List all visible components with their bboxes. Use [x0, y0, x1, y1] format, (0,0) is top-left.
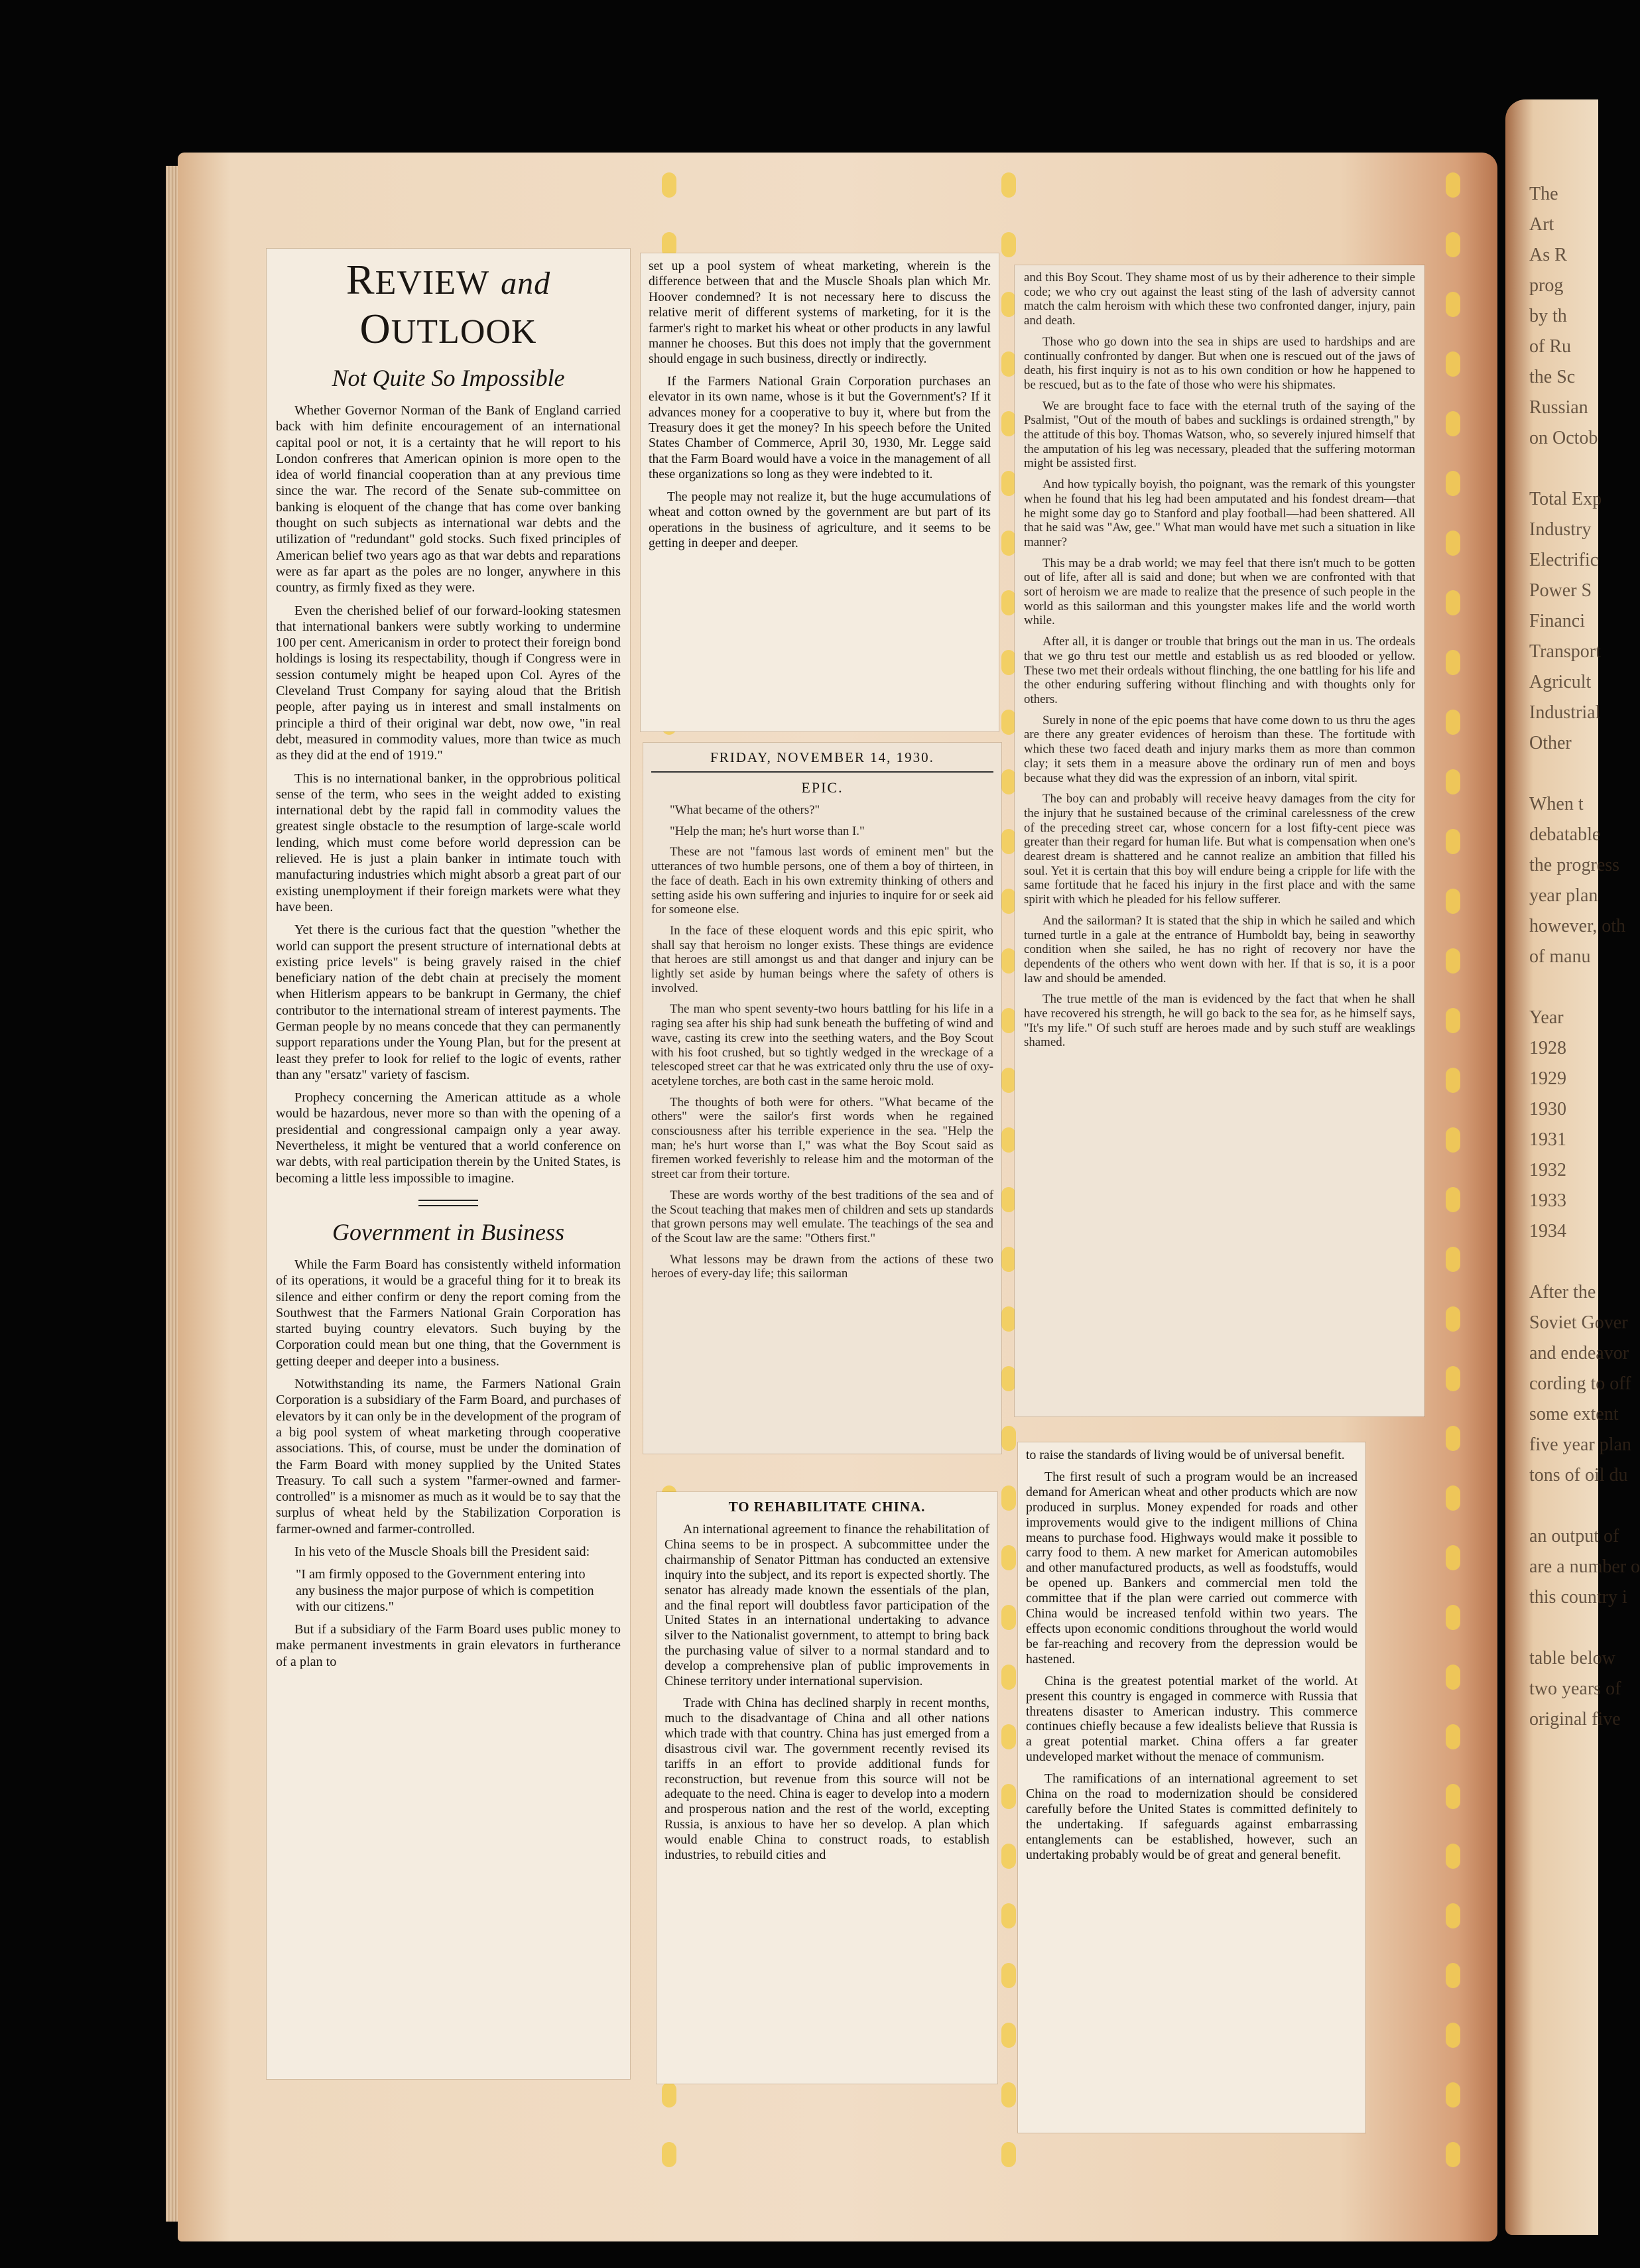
- binding-hole: [662, 2082, 676, 2108]
- binding-hole: [1001, 1127, 1016, 1153]
- binding-hole: [1446, 889, 1460, 914]
- binding-hole: [1446, 1008, 1460, 1033]
- binding-hole: [1001, 889, 1016, 914]
- binding-hole: [1001, 2023, 1016, 2048]
- binding-hole: [1001, 411, 1016, 436]
- binding-hole: [1001, 1665, 1016, 1690]
- binding-hole: [1446, 232, 1460, 257]
- binding-hole: [1001, 710, 1016, 735]
- binding-hole: [1446, 1665, 1460, 1690]
- paragraph: Even the cherished belief of our forward-looking statesmen that international bankers were subtly working to undermine 100 per cent. Americanism in order to protect their foreign bond holdings is losing its respectability, though if Congress were in session contumely might be heaped upon Col. Ayres of the Cleveland Trust Company for saying aloud that the British people, after paying us in interest and small instalments on principle a third of their original war debt, now owe, "in real debt, measured in commodity values, more than twice as much as they did at the end of 1919.": [276, 603, 621, 763]
- binding-hole: [1446, 1724, 1460, 1749]
- paragraph: If the Farmers National Grain Corporation purchases an elevator in its own name, whose is it but the Government's? If it advances money for a cooperative to buy it, where but from the Treasury does it get the money? In his speech before the United States Chamber of Commerce, April 30, 1930, Mr. Legge said that the Farm Board would have a voice in the management of all these organizations so long as they were indebted to it.: [649, 374, 991, 482]
- paragraph: and this Boy Scout. They shame most of us by their adherence to their simple code; we who cry out against the least sting of the lash of adversity cannot match the calm heroism with which these two confronted danger, injury, pain and death.: [1024, 271, 1415, 328]
- binding-hole: [1446, 531, 1460, 556]
- binding-hole: [1001, 1247, 1016, 1272]
- dateline: FRIDAY, NOVEMBER 14, 1930.: [710, 749, 934, 765]
- paragraph: This is no international banker, in the opprobrious political sense of the term, who sees in the weight added to existing international debt by the rapid fall in commodity values the greatest single obstacle to the resumption of large-scale world lending, which must come before world depression can be relieved. He is just a plain banker in intimate touch with manufacturing industries which might absorb a great part of our existing unemployment if their foreign markets were what they have been.: [276, 771, 621, 914]
- paragraph: Notwithstanding its name, the Farmers National Grain Corporation is a subsidiary of the Farm Board, and purchases of elevators by it can only be in the development of the program of a big pool system of wheat marketing through cooperative associations. This, of course, must be under the domination of the Farm Board with money supplied by the United States Treasury. To call such a system "farmer-owned and farmer-controlled" is a misnomer as much as it would be to say that the surplus of wheat held by the Stabilization Corporation is farmer-owned and farmer-controlled.: [276, 1377, 621, 1537]
- binding-hole: [1001, 1366, 1016, 1391]
- paragraph: After all, it is danger or trouble that brings out the man in us. The ordeals that we go thru test our mettle and establish us as red blooded or yellow. These two met their ordeals without flinching, the one battling for his life and the other enduring suffering without flinching and with thoughts only for others.: [1024, 635, 1415, 706]
- binding-hole: [1001, 1963, 1016, 1988]
- paragraph: Prophecy concerning the American attitude as a whole would be hazardous, never more so than with the opening of a presidential and congressional campaign only a year away. Nevertheless, it might be ventured that a world conference on war debts, with real participation therein by the United States, is becoming a little less impossible to imagine.: [276, 1090, 621, 1186]
- article-title-not-quite-so-impossible: Not Quite So Impossible: [332, 365, 565, 391]
- binding-hole: [1001, 1844, 1016, 1869]
- binding-hole: [1001, 650, 1016, 675]
- binding-hole: [662, 172, 676, 198]
- article-title-government-in-business: Government in Business: [332, 1218, 564, 1245]
- binding-hole: [1446, 590, 1460, 615]
- binding-hole: [1001, 1545, 1016, 1570]
- binding-hole: [1446, 471, 1460, 496]
- article-body-government-in-business: [276, 1257, 621, 1670]
- binding-hole: [1446, 351, 1460, 377]
- presidential-quote: "I am firmly opposed to the Government entering into any business the major purpose of which is competition with our citizens.": [296, 1567, 594, 1614]
- binding-hole: [1001, 2082, 1016, 2108]
- section-rule: [418, 1200, 478, 1206]
- binding-hole: [1001, 829, 1016, 854]
- binding-hole: [1446, 172, 1460, 198]
- binding-hole: [1446, 1545, 1460, 1570]
- quote-line: "What became of the others?": [670, 803, 820, 817]
- binding-hole: [1001, 1903, 1016, 1928]
- binding-hole: [1446, 769, 1460, 794]
- binding-hole: [1001, 292, 1016, 317]
- binding-hole: [1001, 232, 1016, 257]
- paragraph: The ramifications of an international agreement to set China on the road to modernization should be considered carefully before the United States is committed definitely to the undertaking. If safeguards against embarrassing entanglements can be established, however, such an undertaking probably would be of great and general benefit.: [1026, 1771, 1357, 1862]
- binding-hole: [1446, 2023, 1460, 2048]
- paragraph: And how typically boyish, tho poignant, was the remark of this youngster when he found that his leg had been amputated and his fondest dream—that he might some day go to Stanford and play football—had been shattered. All that he said was "Aw, gee." What man would have met such a situation in like manner?: [1024, 477, 1415, 549]
- paragraph: to raise the standards of living would be of universal benefit.: [1026, 1448, 1345, 1462]
- paragraph: These are words worthy of the best traditions of the sea and of the Scout teaching that makes men of children and sets up standards that grown persons may well emulate. The teachings of the sea and of the Scout law are the same: "Others first.": [651, 1188, 993, 1245]
- binding-hole: [1001, 172, 1016, 198]
- paragraph: And the sailorman? It is stated that the ship in which he sailed and which turned turtle in a gale at the entrance of Humboldt bay, being in seaworthy condition when she sailed, he has no right of recovery nor have the dependents of the others who went down with her. If that is so, it is a poor law and should be amended.: [1024, 913, 1415, 985]
- binding-holes-right: [1446, 172, 1462, 2215]
- paragraph: This may be a drab world; we may feel that there isn't much to be gotten out of life, after all is said and done; but when we are confronted with that sort of heroism we are made to realize that the presence of such people in the world as this sailorman and this youngster makes life and the world worth while.: [1024, 556, 1415, 628]
- paragraph: Yet there is the curious fact that the question "whether the world can support the present structure of international debts at existing price levels" is being gravely raised in the chief beneficiary nation of the debt chain at precisely the moment when Hitlerism appears to be bankrupt in Germany, the chief contributor to the international stream of interest payments. The German people by no means concede that they can permanently support reparations under the Young Plan, but for the present at least they prefer to look for relief to the logic of events, rather than any "ersatz" variety of fascism.: [276, 922, 621, 1082]
- binding-hole: [1446, 1127, 1460, 1153]
- clipping-review-and-outlook: [267, 249, 630, 2079]
- article-title-epic: EPIC.: [801, 779, 844, 796]
- binding-hole: [1446, 1306, 1460, 1332]
- clipping-epic-continued: [1015, 265, 1424, 1417]
- adjacent-page-text: The Art As R prog by th of Ru the Sc Russian on Octob Total Exp Industry Electrific Power S Financi Transport Agricult Industrial Other When t debatable the progress year plan however, oth of manu Year 1928 1929 1930 1931 1932 1933 1934 After the Soviet Gover and endeavor cording to off some extent five year plan tons of oil du an output of are a number o this country i table below two years of original five: [1529, 184, 1640, 1730]
- masthead: REVIEW and OUTLOOK: [346, 256, 551, 352]
- binding-hole: [1446, 650, 1460, 675]
- binding-hole: [1001, 1724, 1016, 1749]
- paragraph: Those who go down into the sea in ships are used to hardships and are continually confronted by danger. But when one is rescued out of the jaws of death, his first inquiry is not as to his own condition or how he happened to be rescued, but as to the fate of those who were his shipmates.: [1024, 334, 1415, 392]
- paragraph: But if a subsidiary of the Farm Board uses public money to make permanent investments in grain elevators in furtherance of a plan to: [276, 1622, 621, 1669]
- paragraph: Trade with China has declined sharply in recent months, much to the disadvantage of China and all other nations which trade with that country. China has just emerged from a disastrous civil war. The government recently revised its tariffs in an effort to provide additional funds for reconstruction, but revenue from this source will not be adequate to the need. China is eager to develop into a modern and prosperous nation and the rest of the world, excepting Russia, is anxious to have her so develop. A plan which would enable China to construct roads, to establish industries, to rebuild cities and: [664, 1695, 989, 1863]
- binding-hole: [1001, 1784, 1016, 1809]
- binding-hole: [1001, 1008, 1016, 1033]
- paragraph: In his veto of the Muscle Shoals bill the President said:: [294, 1544, 590, 1559]
- paragraph: Surely in none of the epic poems that have come down to us thru the ages are there any greater evidences of heroism than these. The fortitude with which these two faced death and injury marks them as more than common clay; it sets them in a measure above the ordinary run of men and boys because what they did was the expression of an inborn, vital spirit.: [1024, 713, 1415, 785]
- binding-hole: [1446, 1844, 1460, 1869]
- clipping-rehabilitate-china-continued: [1018, 1442, 1365, 2133]
- binding-hole: [1446, 948, 1460, 974]
- binding-hole: [1446, 2082, 1460, 2108]
- binding-hole: [1001, 769, 1016, 794]
- paragraph: The true mettle of the man is evidenced by the fact that when he shall have recovered his strength, he will go back to the sea for, as he himself says, "It's my life." Of such stuff are heroes made and by such stuff are weaklings shamed.: [1024, 992, 1415, 1050]
- binding-hole: [1001, 471, 1016, 496]
- binding-hole: [1001, 1485, 1016, 1511]
- binding-hole: [1001, 1306, 1016, 1332]
- dateline-rule: [651, 771, 993, 773]
- binding-hole: [1446, 1903, 1460, 1928]
- binding-hole: [1001, 531, 1016, 556]
- binding-hole: [1001, 948, 1016, 974]
- clipping-epic: [643, 743, 1001, 1454]
- binding-hole: [1446, 1187, 1460, 1212]
- binding-hole: [1446, 1605, 1460, 1630]
- article-title-rehabilitate-china: TO REHABILITATE CHINA.: [728, 1499, 926, 1515]
- binding-hole: [1446, 1963, 1460, 1988]
- binding-hole: [662, 2142, 676, 2167]
- paragraph: The people may not realize it, but the huge accumulations of wheat and cotton owned by the government are but part of its operations in the business of agriculture, and it seems to be getting in deeper and deeper.: [649, 489, 991, 550]
- binding-hole: [1001, 351, 1016, 377]
- binding-hole: [1446, 1366, 1460, 1391]
- binding-hole: [1001, 2142, 1016, 2167]
- paragraph: What lessons may be drawn from the actions of these two heroes of every-day life; this sailorman: [651, 1252, 993, 1281]
- paragraph: The thoughts of both were for others. "What became of the others" were the sailor's first words when he regained consciousness after his terrible experience in the sea. "Help the man; he's hurt worse than I," was what the Boy Scout said as firemen worked feverishly to release him and the motorman of the street car from their torture.: [651, 1095, 993, 1182]
- article-body-not-quite-so-impossible: [276, 403, 621, 1186]
- paragraph: The first result of such a program would be an increased demand for American wheat and other products which are now produced in surplus. Money expended for roads and other improvements would give to the indigent millions of China means to purchase food. Highways would make it possible to carry food to them. A new market for American automobiles and other manufactured products, as well as foodstuffs, would be opened up. Bankers and commercial men told the committee that if the plan were carried out commerce with China would be increased tenfold within two years. The effects upon economic conditions throughout the world would be far-reaching and recovery from the depression would be hastened.: [1026, 1469, 1357, 1667]
- binding-hole: [1446, 1426, 1460, 1451]
- binding-hole: [1446, 2142, 1460, 2167]
- binding-hole: [1001, 1068, 1016, 1093]
- binding-hole: [1446, 292, 1460, 317]
- paragraph: In the face of these eloquent words and this epic spirit, who shall say that heroism no longer exists. These things are evidence that heroes are still amongst us and that danger and injury can be lightly set aside by human beings where the safety of others is involved.: [651, 923, 993, 995]
- binding-hole: [1446, 829, 1460, 854]
- paragraph: China is the greatest potential market of the world. At present this country is engaged in commerce with Russia that threatens disaster to American industry. This commerce continues chiefly because a few idealists believe that Russia is a great potential market. China offers a far greater undeveloped market without the menace of communism.: [1026, 1673, 1357, 1765]
- clipping-rehabilitate-china: [657, 1492, 997, 2084]
- quote-line: "Help the man; he's hurt worse than I.": [670, 824, 865, 838]
- clipping-government-continued: [641, 253, 999, 731]
- binding-hole: [1446, 1784, 1460, 1809]
- binding-hole: [1446, 1068, 1460, 1093]
- paragraph: While the Farm Board has consistently witheld information of its operations, it would be a graceful thing for it to break its silence and either confirm or deny the report coming from the Southwest that the Farmers National Grain Corporation has started buying country elevators. Such buying by the Corporation could mean but one thing, that the Government is getting deeper and deeper into a business.: [276, 1257, 621, 1369]
- paragraph: These are not "famous last words of eminent men" but the utterances of two humble persons, one of them a boy of thirteen, in the face of death. Each in his own extremity thinking of others and setting aside his own suffering and injuries to inquire for or seek aid for someone else.: [651, 845, 993, 917]
- binding-hole: [1446, 1247, 1460, 1272]
- paragraph: The man who spent seventy-two hours battling for his life in a raging sea after his ship had sunk beneath the buffeting of wind and wave, casting its crew into the seething waters, and the Boy Scout with his foot crushed, but so tightly wedged in the wreckage of a telescoped street car that he was extricated only thru the use of oxy-acetylene torches, are both cast in the same heroic mold.: [651, 1002, 993, 1088]
- adjacent-page-fragment: [1505, 99, 1640, 2235]
- binding-hole: [1446, 411, 1460, 436]
- binding-hole: [1001, 1605, 1016, 1630]
- binding-hole: [1446, 1485, 1460, 1511]
- binding-hole: [1001, 1426, 1016, 1451]
- paragraph: set up a pool system of wheat marketing, wherein is the difference between that and the Muscle Shoals plan which Mr. Hoover condemned? It is not necessary here to discuss the relative merit of different systems of marketing, for it is the farmer's right to market his wheat or other products in any lawful manner he chooses. But this does not imply that the government should engage in such business, directly or indirectly.: [649, 259, 991, 367]
- paragraph: Whether Governor Norman of the Bank of England carried back with him definite encouragement of an international capital pool or not, it is a certainty that he will report to his London confreres that American opinion is more open to the idea of world financial cooperation than at any previous time since the war. The record of the Senate sub-committee on banking is eloquent of the change that has come over banking thought on such subjects as international war debts and the utilization of "redundant" gold stocks. Such fixed principles of American belief two years ago as that war debts and reparations were as far apart as the poles are no longer, anywhere in this country, as firmly fixed as they were.: [276, 403, 621, 596]
- binding-hole: [1001, 1187, 1016, 1212]
- binding-hole: [1001, 590, 1016, 615]
- paragraph: An international agreement to finance the rehabilitation of China seems to be in prospect. A subcommittee under the chairmanship of Senator Pittman has conducted an extensive inquiry into the subject, and its report is expected shortly. The senator has already made known the essentials of the plan, and the final report will doubtless favor participation of the United States in an international undertaking to advance silver to the Nationalist government, to attempt to bring back the purchasing value of silver to a normal standard and to develop a comprehensive plan of public improvements in Chinese territory under international supervision.: [664, 1522, 989, 1689]
- paragraph: We are brought face to face with the eternal truth of the saying of the Psalmist, "Out of the mouth of babes and sucklings is ordained strength," by the attitude of this boy. Thomas Watson, who, so severely injured himself that the amputation of his leg was necessary, pleaded that the suffering motorman might be assisted first.: [1024, 399, 1415, 471]
- binding-hole: [1446, 710, 1460, 735]
- paragraph: The boy can and probably will receive heavy damages from the city for the injury that he sustained because of the criminal carelessness of the crew of the preceding street car, whose concern for a lost fifty-cent piece was greater than their regard for human life. But what is compensation when one's dearest dream is shattered and he cannot realize an ambition that filled his soul. Yet it is certain that this boy will endure being a cripple for life with the same fortitude that he faced his injury in the first place and with the same spirit with which he pleaded for his fellow sufferer.: [1024, 792, 1415, 907]
